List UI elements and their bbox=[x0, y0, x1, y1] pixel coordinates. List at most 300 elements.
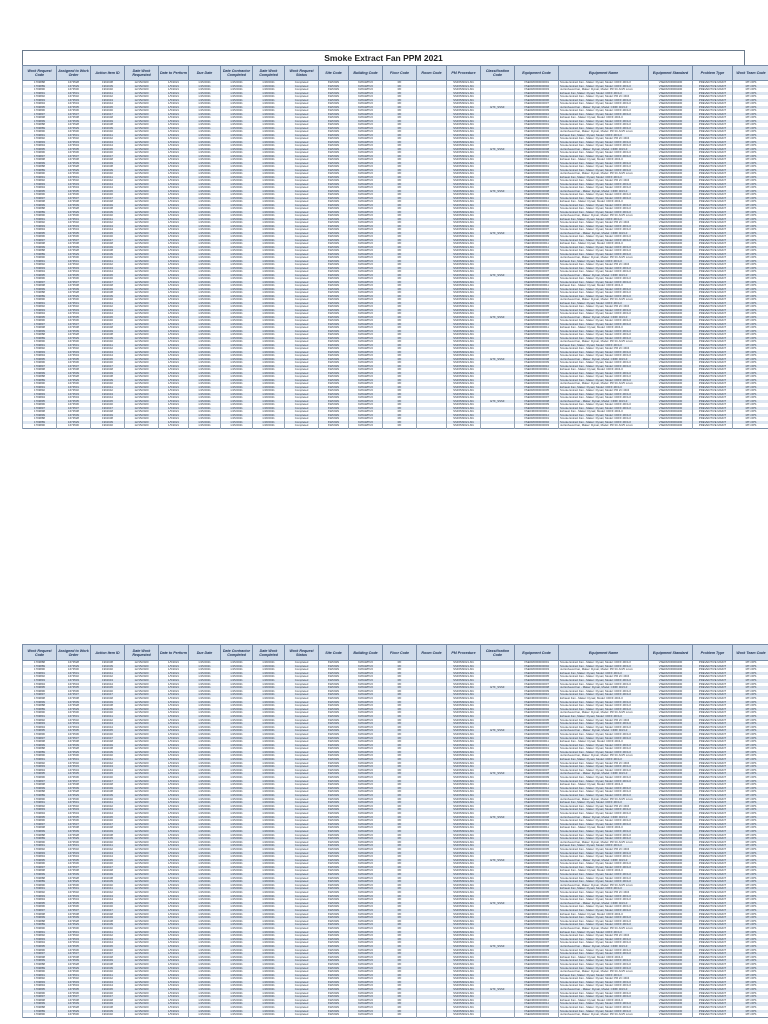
table-cell: RF bbox=[383, 812, 417, 816]
table-cell: 1/5/2021 bbox=[159, 340, 189, 344]
table-cell: RF bbox=[383, 661, 417, 665]
table-cell: SSFPM2021-M1 bbox=[447, 848, 481, 852]
table-cell: 1673533 bbox=[57, 267, 91, 271]
table-cell: 12/15/2020 bbox=[125, 920, 159, 924]
table-cell: 1/15/2021 bbox=[221, 826, 253, 830]
table-cell: 1799888 bbox=[23, 249, 57, 253]
table-cell: MT-OPS bbox=[733, 162, 768, 166]
table-cell: PREVENTIVE MAINT bbox=[693, 144, 733, 148]
table-cell: 1799891 bbox=[23, 758, 57, 762]
table-cell: VSEDMOR000400 bbox=[649, 841, 693, 845]
table-cell: PREVENTIVE MAINT bbox=[693, 801, 733, 805]
table-cell: 1/5/2021 bbox=[159, 284, 189, 288]
table-cell: 1799892 bbox=[23, 848, 57, 852]
table-cell: MT-OPS bbox=[733, 165, 768, 169]
table-cell: 1/18/2021 bbox=[253, 274, 285, 278]
table-cell: 12/15/2020 bbox=[125, 340, 159, 344]
table-cell: MT-OPS bbox=[733, 225, 768, 229]
table-cell: 1/15/2021 bbox=[221, 949, 253, 953]
table-cell: 1/15/2021 bbox=[189, 389, 221, 393]
table-cell: RF bbox=[383, 920, 417, 924]
table-cell: 1/5/2021 bbox=[159, 228, 189, 232]
table-cell: 12/15/2020 bbox=[125, 855, 159, 859]
table-cell: RF bbox=[383, 913, 417, 917]
table-cell: KWGWPU6 bbox=[349, 403, 383, 407]
table-cell: 1/18/2021 bbox=[253, 361, 285, 365]
table-cell: 1/15/2021 bbox=[189, 319, 221, 323]
table-cell: Smoke Extract Fan - Maker: Dynair, Model: PR 2C 4D/4 bbox=[559, 221, 649, 225]
table-cell: SSFPM2021-M1 bbox=[447, 722, 481, 726]
table-cell: PREVENTIVE MAINT bbox=[693, 169, 733, 173]
table-cell: 1/18/2021 bbox=[253, 186, 285, 190]
table-cell: VSEDMOR0000012 bbox=[515, 372, 559, 376]
table-cell: Completed bbox=[285, 966, 319, 970]
table-cell: SSFPM2021-M1 bbox=[447, 186, 481, 190]
table-cell: MT-OPS bbox=[733, 722, 768, 726]
table-cell: 1/5/2021 bbox=[159, 1013, 189, 1017]
table-cell: Smoke Extract Fan - Maker: Dynair, Model: CDFF 4D/4-0 bbox=[559, 253, 649, 257]
table-cell: 1/18/2021 bbox=[253, 298, 285, 302]
table-cell: PREVENTIVE MAINT bbox=[693, 665, 733, 669]
table-cell: 1673528 bbox=[57, 291, 91, 295]
table-cell: KWGWPU6 bbox=[349, 736, 383, 740]
table-cell: 1799889 bbox=[23, 923, 57, 927]
table-cell: VSEDMOR0000008 bbox=[515, 988, 559, 992]
table-cell: 1/15/2021 bbox=[221, 169, 253, 173]
table-cell: MT-OPS bbox=[733, 274, 768, 278]
table-cell: VSEDMOR000400 bbox=[649, 729, 693, 733]
table-cell: KWGWPU6 bbox=[349, 884, 383, 888]
table-cell: Smoke Extract Fan - Maker: Dynair, Model: PR 2C 4D/4 bbox=[559, 934, 649, 938]
table-cell: 1673532 bbox=[57, 675, 91, 679]
table-cell: 1673537 bbox=[57, 952, 91, 956]
table-cell: RF bbox=[383, 970, 417, 974]
table-cell: Jet Exhaust Fan, Maker: Dynair, Model: PR 3C AO/5 xxxxx bbox=[559, 668, 649, 672]
table-cell: 1/15/2021 bbox=[189, 905, 221, 909]
table-cell: Smoke Extract Fan - Maker: Dynair, Model: CDFF 4D/4-0 bbox=[559, 959, 649, 963]
table-cell: KWGWN bbox=[319, 927, 349, 931]
table-cell: SSFPM2021-M1 bbox=[447, 365, 481, 369]
table-cell: 1799899 bbox=[23, 744, 57, 748]
table-cell: MT-OPS bbox=[733, 880, 768, 884]
table-cell: 12/15/2020 bbox=[125, 747, 159, 751]
table-cell: Smoke Extract Fan - Maker: Dynair, Model: CDFF 4D/4-0 bbox=[559, 661, 649, 665]
table-cell: MT-OPS bbox=[733, 873, 768, 877]
table-cell: PREVENTIVE MAINT bbox=[693, 281, 733, 285]
table-cell: PREVENTIVE MAINT bbox=[693, 981, 733, 985]
table-cell: Smoke Extract Fan - Maker: Dynair, Model: CDFF 4D/4-0 bbox=[559, 417, 649, 421]
table-cell: 1673535 bbox=[57, 988, 91, 992]
table-cell: 1991647 bbox=[91, 866, 125, 870]
table-cell: 1/15/2021 bbox=[221, 869, 253, 873]
table-cell: 12/15/2020 bbox=[125, 816, 159, 820]
table-cell: MT-OPS bbox=[733, 902, 768, 906]
table-cell: SSFPM2021-M1 bbox=[447, 801, 481, 805]
table-cell: Smoke Extract Fan - Maker: Dynair, Model: CDFF 4D/4-0 bbox=[559, 665, 649, 669]
table-cell: VSEDMOR0000009 bbox=[515, 403, 559, 407]
table-cell: KWGWPU6 bbox=[349, 407, 383, 411]
table-cell: 1/18/2021 bbox=[253, 740, 285, 744]
table-cell: KWGWPU6 bbox=[349, 895, 383, 899]
table-cell: KWGWN bbox=[319, 837, 349, 841]
table-cell: 1991639 bbox=[91, 421, 125, 425]
table-cell: SSFPM2021-M1 bbox=[447, 711, 481, 715]
table-cell: 12/15/2020 bbox=[125, 848, 159, 852]
table-cell: KWGWPU6 bbox=[349, 109, 383, 113]
table-cell: 1799894 bbox=[23, 270, 57, 274]
table-cell: VSEDMOR0000001 bbox=[515, 417, 559, 421]
table-cell: VSEDMOR0000012 bbox=[515, 787, 559, 791]
table-cell: 1/5/2021 bbox=[159, 379, 189, 383]
table-cell: KWGWN bbox=[319, 253, 349, 257]
table-cell: VSEDMOR0000005 bbox=[515, 305, 559, 309]
table-cell: 1/5/2021 bbox=[159, 414, 189, 418]
table-cell: PREVENTIVE MAINT bbox=[693, 995, 733, 999]
table-cell: 12/15/2020 bbox=[125, 959, 159, 963]
table-cell: Smoke Extract Fan - Maker: Dynair, Model: CDFF 4D/4-0 bbox=[559, 823, 649, 827]
table-cell: RF bbox=[383, 959, 417, 963]
table-cell: Smoke Extract Fan - Maker: Dynair, Model: CDFF 4D/4-0 bbox=[559, 690, 649, 694]
table-cell: 1/5/2021 bbox=[159, 207, 189, 211]
table-cell: 1/15/2021 bbox=[189, 909, 221, 913]
table-cell: VSEDMOR0000008 bbox=[515, 190, 559, 194]
table-cell: VSEDMOR0000007 bbox=[515, 726, 559, 730]
table-cell: 12/15/2020 bbox=[125, 823, 159, 827]
table-cell: VSEDMOR000400 bbox=[649, 414, 693, 418]
table-cell: 12/15/2020 bbox=[125, 239, 159, 243]
table-cell: 1991647 bbox=[91, 323, 125, 327]
table-cell: 1/15/2021 bbox=[221, 765, 253, 769]
table-cell: 1991643 bbox=[91, 895, 125, 899]
table-cell: 12/15/2020 bbox=[125, 232, 159, 236]
table-cell: 1/5/2021 bbox=[159, 963, 189, 967]
table-cell: 1799889 bbox=[23, 421, 57, 425]
table-cell: VSEDMOR000400 bbox=[649, 295, 693, 299]
table-cell: VSEDMOR0000007 bbox=[515, 941, 559, 945]
table-cell: RF bbox=[383, 88, 417, 92]
table-cell: 1673537 bbox=[57, 155, 91, 159]
table-cell: Completed bbox=[285, 225, 319, 229]
table-cell: KWGWPU6 bbox=[349, 977, 383, 981]
table-cell: Completed bbox=[285, 683, 319, 687]
table-cell: VSEDMOR0000003 bbox=[515, 214, 559, 218]
table-cell: 1/15/2021 bbox=[189, 354, 221, 358]
table-cell: KWGWN bbox=[319, 347, 349, 351]
table-cell: 1799891 bbox=[23, 218, 57, 222]
table-cell: RF bbox=[383, 668, 417, 672]
table-cell: RF bbox=[383, 263, 417, 267]
table-cell: KWGWPU6 bbox=[349, 270, 383, 274]
table-cell: SSFPM2021-M1 bbox=[447, 1013, 481, 1017]
table-cell: MT-OPS bbox=[733, 729, 768, 733]
table-cell: Completed bbox=[285, 179, 319, 183]
table-cell: 12/15/2020 bbox=[125, 941, 159, 945]
table-cell: MT-OPS bbox=[733, 754, 768, 758]
table-cell: VSEDMOR000400 bbox=[649, 999, 693, 1003]
table-cell: 1799891 bbox=[23, 887, 57, 891]
table-cell: KWGWN bbox=[319, 305, 349, 309]
table-cell: 1/15/2021 bbox=[221, 672, 253, 676]
table-cell: 1/15/2021 bbox=[221, 85, 253, 89]
table-cell: 12/15/2020 bbox=[125, 309, 159, 313]
table-cell: KWGWPU6 bbox=[349, 127, 383, 131]
table-cell: 1/15/2021 bbox=[189, 172, 221, 176]
table-cell: 1799896 bbox=[23, 403, 57, 407]
table-cell: KWGWPU6 bbox=[349, 368, 383, 372]
table-cell: 1799899 bbox=[23, 873, 57, 877]
table-cell: 12/15/2020 bbox=[125, 794, 159, 798]
table-cell: KWGWPU6 bbox=[349, 221, 383, 225]
table-cell: 12/15/2020 bbox=[125, 211, 159, 215]
table-cell: 1/15/2021 bbox=[189, 382, 221, 386]
table-cell: VSEDMOR000400 bbox=[649, 736, 693, 740]
table-cell: 1991645 bbox=[91, 859, 125, 863]
table-cell: Smoke Extract Fan - Maker: Dynair, Model: CDFF 4D/4-0 bbox=[559, 708, 649, 712]
table-cell: 1991638 bbox=[91, 417, 125, 421]
table-cell: 1991641 bbox=[91, 887, 125, 891]
table-cell: 12/15/2020 bbox=[125, 295, 159, 299]
table-cell: Smoke Extract Fan - Maker: Dynair, Model: CDFF 4D/4-0 bbox=[559, 151, 649, 155]
table-cell: 1/18/2021 bbox=[253, 281, 285, 285]
sheet-title: Smoke Extract Fan PPM 2021 bbox=[22, 50, 745, 65]
table-cell: 12/15/2020 bbox=[125, 358, 159, 362]
table-cell: 1/15/2021 bbox=[221, 288, 253, 292]
table-cell: 1673529 bbox=[57, 337, 91, 341]
table-cell: Smoke Extract Fan - Maker: Dynair, Model: CDFF 4D/4-0 bbox=[559, 794, 649, 798]
table-cell: 12/15/2020 bbox=[125, 866, 159, 870]
table-cell: 1/5/2021 bbox=[159, 347, 189, 351]
table-cell: VSEDMOR000400 bbox=[649, 945, 693, 949]
table-cell: 1/15/2021 bbox=[189, 277, 221, 281]
table-cell: MT-OPS bbox=[733, 783, 768, 787]
table-cell: 1/15/2021 bbox=[221, 242, 253, 246]
table-cell: VSEDMOR0000010 bbox=[515, 952, 559, 956]
table-cell: 1/5/2021 bbox=[159, 830, 189, 834]
table-cell: KWGWN bbox=[319, 113, 349, 117]
table-cell: 1799888 bbox=[23, 704, 57, 708]
table-cell: Smoke Extract Fan - Maker: Dynair, Model: CDFF 4D/4-0 bbox=[559, 981, 649, 985]
table-cell: 1/15/2021 bbox=[189, 407, 221, 411]
table-cell: Completed bbox=[285, 661, 319, 665]
table-cell: VSEDMOR000400 bbox=[649, 740, 693, 744]
table-cell: Completed bbox=[285, 267, 319, 271]
table-cell: VSEDMOR000400 bbox=[649, 211, 693, 215]
table-cell: Smoke Extract Fan - Maker: Dynair, Model: PR 2C 4D/4 bbox=[559, 891, 649, 895]
table-cell: 1/15/2021 bbox=[221, 812, 253, 816]
table-cell: Completed bbox=[285, 794, 319, 798]
table-cell: 1991649 bbox=[91, 916, 125, 920]
table-cell: 1673535 bbox=[57, 772, 91, 776]
table-cell: Smoke Extract Fan - Maker: Dynair, Model: CDFF 4D/4-0 bbox=[559, 123, 649, 127]
table-cell: 12/15/2020 bbox=[125, 686, 159, 690]
table-cell: PREVENTIVE MAINT bbox=[693, 697, 733, 701]
table-cell: VSEDMOR000400 bbox=[649, 207, 693, 211]
table-cell: 1/15/2021 bbox=[221, 235, 253, 239]
table-cell: MT-OPS bbox=[733, 81, 768, 85]
table-cell: MT-OPS bbox=[733, 665, 768, 669]
table-cell: KWGWPU6 bbox=[349, 92, 383, 96]
table-cell: 1/18/2021 bbox=[253, 715, 285, 719]
table-cell: SSFPM2021-M1 bbox=[447, 190, 481, 194]
table-cell: 1799890 bbox=[23, 424, 57, 428]
table-cell: 1/18/2021 bbox=[253, 916, 285, 920]
table-cell: 1/15/2021 bbox=[221, 151, 253, 155]
table-cell: Smoke Extract Fan - Maker: Dynair, Model: CDFF 4D/4-0 bbox=[559, 204, 649, 208]
column-header: Work Team Code bbox=[733, 66, 768, 81]
table-cell: VSEDMOR0000003 bbox=[515, 172, 559, 176]
table-cell: VSEDMOR0000008 bbox=[515, 358, 559, 362]
table-cell: 1/15/2021 bbox=[221, 239, 253, 243]
table-cell: MT-OPS bbox=[733, 400, 768, 404]
table-cell: SSFPM2021-M1 bbox=[447, 701, 481, 705]
table-cell: MT-OPS bbox=[733, 365, 768, 369]
table-cell: VSEDMOR0000011 bbox=[515, 410, 559, 414]
table-cell: RF bbox=[383, 801, 417, 805]
table-cell: MT-OPS bbox=[733, 176, 768, 180]
table-cell: Jet Exhaust Fan - Maker: Dynair, Model: CDFF 4D/4-0 bbox=[559, 859, 649, 863]
table-cell: 1991643 bbox=[91, 981, 125, 985]
table-cell: 1673535 bbox=[57, 859, 91, 863]
table-cell: MT-OPS bbox=[733, 95, 768, 99]
table-cell: PREVENTIVE MAINT bbox=[693, 816, 733, 820]
table-cell: 1/18/2021 bbox=[253, 253, 285, 257]
table-cell: 1/15/2021 bbox=[189, 798, 221, 802]
table-cell: KWGWPU6 bbox=[349, 704, 383, 708]
table-cell: 1/18/2021 bbox=[253, 88, 285, 92]
table-cell: Completed bbox=[285, 270, 319, 274]
table-cell: 1/5/2021 bbox=[159, 790, 189, 794]
table-cell: 1/18/2021 bbox=[253, 123, 285, 127]
table-cell: MT-OPS bbox=[733, 319, 768, 323]
table-cell: 1673534 bbox=[57, 984, 91, 988]
table-cell: 1/15/2021 bbox=[189, 253, 221, 257]
table-cell: 12/15/2020 bbox=[125, 92, 159, 96]
table-cell: PREVENTIVE MAINT bbox=[693, 787, 733, 791]
table-cell: 1/5/2021 bbox=[159, 281, 189, 285]
table-cell: MT-OPS bbox=[733, 410, 768, 414]
table-cell: SSFPM2021-M1 bbox=[447, 992, 481, 996]
table-cell: Smoke Extract Fan - Maker: Dynair, Model: CDFF 4D/4-0 bbox=[559, 270, 649, 274]
table-cell: 1/15/2021 bbox=[189, 891, 221, 895]
table-cell: SSFPM2021-M1 bbox=[447, 945, 481, 949]
table-cell: RF bbox=[383, 711, 417, 715]
table-cell: VSEDMOR000400 bbox=[649, 116, 693, 120]
table-cell: 1/18/2021 bbox=[253, 1002, 285, 1006]
table-cell: 1/18/2021 bbox=[253, 410, 285, 414]
table-cell: RF bbox=[383, 866, 417, 870]
table-cell: Completed bbox=[285, 162, 319, 166]
table-cell: VSEDMOR0000001 bbox=[515, 661, 559, 665]
table-cell: Smoke Extract Fan - Maker: Dynair, Model: CDFF 4D/4-0 bbox=[559, 1006, 649, 1010]
table-cell: RF bbox=[383, 225, 417, 229]
table-cell: VSEDMOR0000010 bbox=[515, 239, 559, 243]
table-cell: 1/18/2021 bbox=[253, 762, 285, 766]
table-cell: SSFPM2021-M1 bbox=[447, 253, 481, 257]
table-cell: VSEDMOR000400 bbox=[649, 323, 693, 327]
table-cell: PREVENTIVE MAINT bbox=[693, 309, 733, 313]
table-cell: VSEDMOR0000012 bbox=[515, 414, 559, 418]
table-cell: KWGWPU6 bbox=[349, 347, 383, 351]
table-cell: SSFPM2021-M1 bbox=[447, 736, 481, 740]
table-cell: RF bbox=[383, 176, 417, 180]
column-header: Equipment Standard bbox=[649, 645, 693, 661]
table-cell: KWGWPU6 bbox=[349, 949, 383, 953]
table-cell: SSFPM2021-M1 bbox=[447, 109, 481, 113]
table-cell: 12/15/2020 bbox=[125, 780, 159, 784]
table-cell: VSEDMOR0000002 bbox=[515, 1010, 559, 1014]
table-cell: PREVENTIVE MAINT bbox=[693, 291, 733, 295]
table-cell: KWGWN bbox=[319, 726, 349, 730]
table-cell: SSFPM2021-M1 bbox=[447, 787, 481, 791]
table-cell: MT-OPS bbox=[733, 693, 768, 697]
table-cell: 12/15/2020 bbox=[125, 884, 159, 888]
table-cell: SSFPM2021-M1 bbox=[447, 837, 481, 841]
table-cell: PREVENTIVE MAINT bbox=[693, 277, 733, 281]
table-cell: KWGWN bbox=[319, 211, 349, 215]
table-cell: KWGWN bbox=[319, 417, 349, 421]
table-cell: KWGWN bbox=[319, 794, 349, 798]
column-header: Building Code bbox=[349, 66, 383, 81]
table-cell: 1799889 bbox=[23, 169, 57, 173]
table-cell: Completed bbox=[285, 204, 319, 208]
table-cell: RF bbox=[383, 887, 417, 891]
table-cell: KWGWN bbox=[319, 808, 349, 812]
table-cell: 1799893 bbox=[23, 141, 57, 145]
table-cell: Completed bbox=[285, 169, 319, 173]
table-cell: 1673528 bbox=[57, 123, 91, 127]
table-cell: ETF_SSSF bbox=[481, 400, 515, 404]
table-cell: 1/5/2021 bbox=[159, 386, 189, 390]
table-cell: SSFPM2021-M1 bbox=[447, 200, 481, 204]
table-cell: PREVENTIVE MAINT bbox=[693, 228, 733, 232]
table-cell: Completed bbox=[285, 414, 319, 418]
table-cell: Completed bbox=[285, 288, 319, 292]
table-cell: VSEDMOR000400 bbox=[649, 228, 693, 232]
table-cell: 1/5/2021 bbox=[159, 693, 189, 697]
table-cell: 1799898 bbox=[23, 783, 57, 787]
table-cell: 1991639 bbox=[91, 1010, 125, 1014]
table-cell: Exhaust Fan - Maker: Dynair, Model: CDFF 4D/4-0 bbox=[559, 869, 649, 873]
table-cell: 1/15/2021 bbox=[189, 812, 221, 816]
table-cell: 1799888 bbox=[23, 333, 57, 337]
table-cell: 1/15/2021 bbox=[189, 1002, 221, 1006]
table-cell: KWGWPU6 bbox=[349, 887, 383, 891]
table-cell: 1673530 bbox=[57, 1013, 91, 1017]
table-cell: 1799896 bbox=[23, 690, 57, 694]
table-cell: 1/18/2021 bbox=[253, 751, 285, 755]
table-cell: 1991638 bbox=[91, 123, 125, 127]
table-cell: Completed bbox=[285, 400, 319, 404]
table-cell: 1/15/2021 bbox=[189, 841, 221, 845]
table-cell: SSFPM2021-M1 bbox=[447, 923, 481, 927]
table-cell: SSFPM2021-M1 bbox=[447, 693, 481, 697]
table-cell: Completed bbox=[285, 981, 319, 985]
table-cell: 1991649 bbox=[91, 372, 125, 376]
table-cell: 1991644 bbox=[91, 144, 125, 148]
table-cell: 1/15/2021 bbox=[221, 417, 253, 421]
table-cell: KWGWN bbox=[319, 225, 349, 229]
table-cell: 1673539 bbox=[57, 1002, 91, 1006]
table-cell: 1/15/2021 bbox=[189, 665, 221, 669]
table-cell: SSFPM2021-M1 bbox=[447, 113, 481, 117]
table-cell: PREVENTIVE MAINT bbox=[693, 826, 733, 830]
table-cell: RF bbox=[383, 837, 417, 841]
table-cell: 1/5/2021 bbox=[159, 992, 189, 996]
table-cell: Smoke Extract Fan - Maker: Dynair, Model: CDFF 4D/4-0 bbox=[559, 898, 649, 902]
table-cell: VSEDMOR0000003 bbox=[515, 884, 559, 888]
table-cell: KWGWPU6 bbox=[349, 421, 383, 425]
table-cell: 1/15/2021 bbox=[221, 256, 253, 260]
